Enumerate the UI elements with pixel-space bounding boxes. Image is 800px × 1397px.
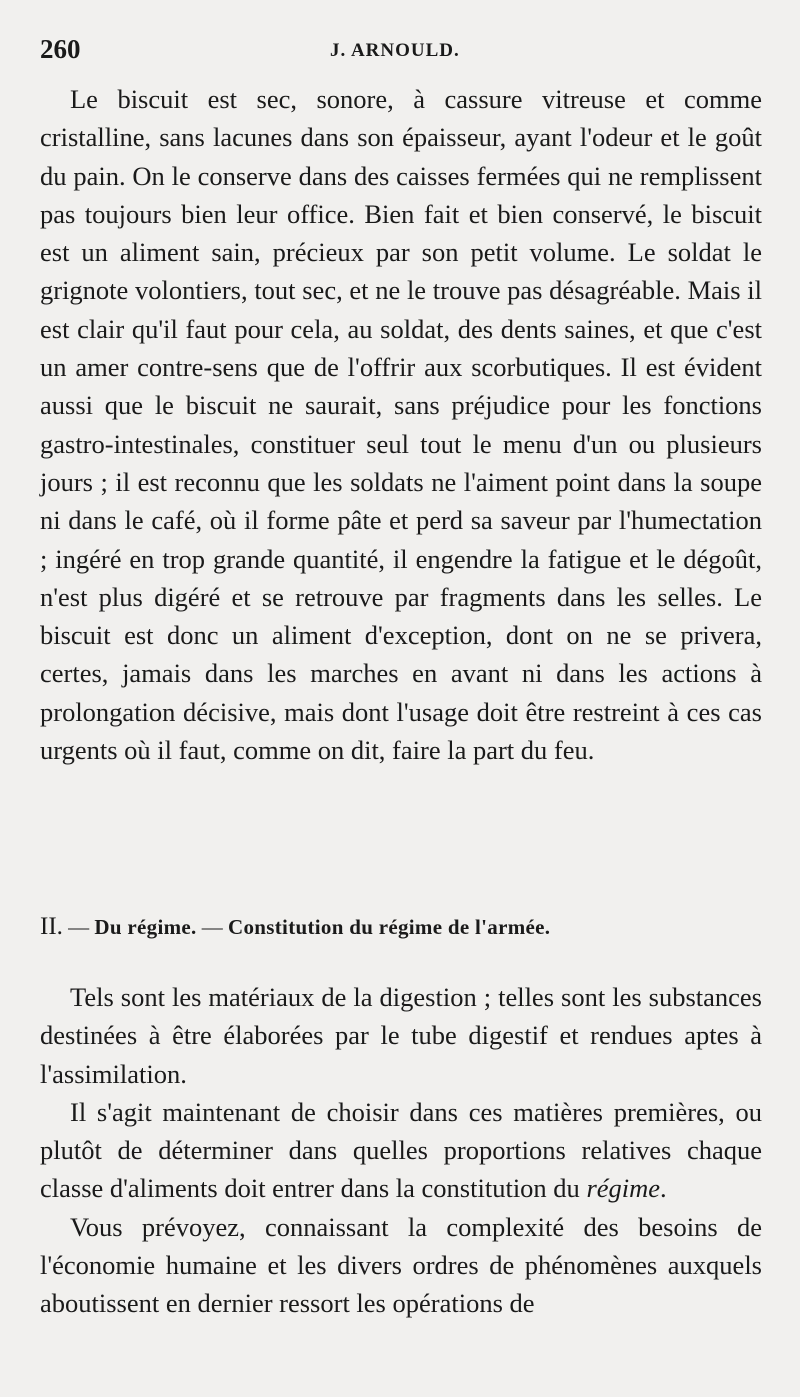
running-title: J. ARNOULD. (330, 40, 460, 61)
section-title-constitution: Constitution du régime de l'armée. (228, 915, 551, 939)
section-dash-1: — (62, 915, 95, 939)
paragraph-3-text: Il s'agit maintenant de choisir dans ces matières premières, ou plutôt de déterminer dans quelles proportions relatives chaque classe d'aliments doit entrer dans la constitution du (40, 1096, 762, 1204)
page-number: 260 (40, 34, 81, 64)
paragraph-biscuit (40, 80, 762, 769)
emphasis-regime: régime (586, 1173, 661, 1204)
paragraph-1-text: Le biscuit est sec, sonore, à cassure vitreuse et comme cristalline, sans lacunes dans son épaisseur, ayant l'odeur et le goût du pain. On le conserve dans des caisses fermées qui ne remplissent pas toujours bien leur office. Bien fait et bien conservé, le biscuit est un aliment sain, précieux par son petit volume. Le soldat le grignote volontiers, tout sec, et ne le trouve pas désagréable. Mais il est clair qu'il faut pour cela, au soldat, des dents saines, et que c'est un amer contre-sens que de l'offrir aux scorbutiques. Il est évident aussi que le biscuit ne saurait, sans préjudice pour les fonctions gastro-intestinales, constituer seul tout le menu d'un ou plusieurs jours ; il est reconnu que les soldats ne l'aiment point dans la soupe ni dans le café, où il forme pâte et perd sa saveur par l'humectation ; ingéré en trop grande quantité, il engendre la fatigue et le dégoût, n'est plus digéré et se retrouve par fragments dans les selles. Le biscuit est donc un aliment d'exception, dont on ne se privera, certes, jamais dans les marches en avant ni dans les actions à prolongation décisive, mais dont l'usage doit être restreint à ces cas urgents où il faut, comme on dit, faire la part du feu. (40, 84, 762, 766)
section-heading (40, 913, 762, 941)
paragraph-3-end: . (660, 1173, 667, 1204)
paragraph-3 (40, 1093, 762, 1208)
paragraph-2-text: Tels sont les matériaux de la digestion ; telles sont les substances destinées à être élaborées par le tube digestif et rendues aptes à l'assimilation. (40, 982, 762, 1089)
section-number: II. (40, 913, 63, 940)
paragraph-4-text: Vous prévoyez, connaissant la complexité des besoins de l'économie humaine et les divers ordres de phénomènes auxquels aboutissent en dernier ressort les opérations de (40, 1211, 762, 1319)
running-head (40, 34, 760, 74)
section-dash-2: — (196, 915, 229, 939)
section-body (40, 978, 762, 1323)
section-title-regime: Du régime. (94, 915, 197, 939)
